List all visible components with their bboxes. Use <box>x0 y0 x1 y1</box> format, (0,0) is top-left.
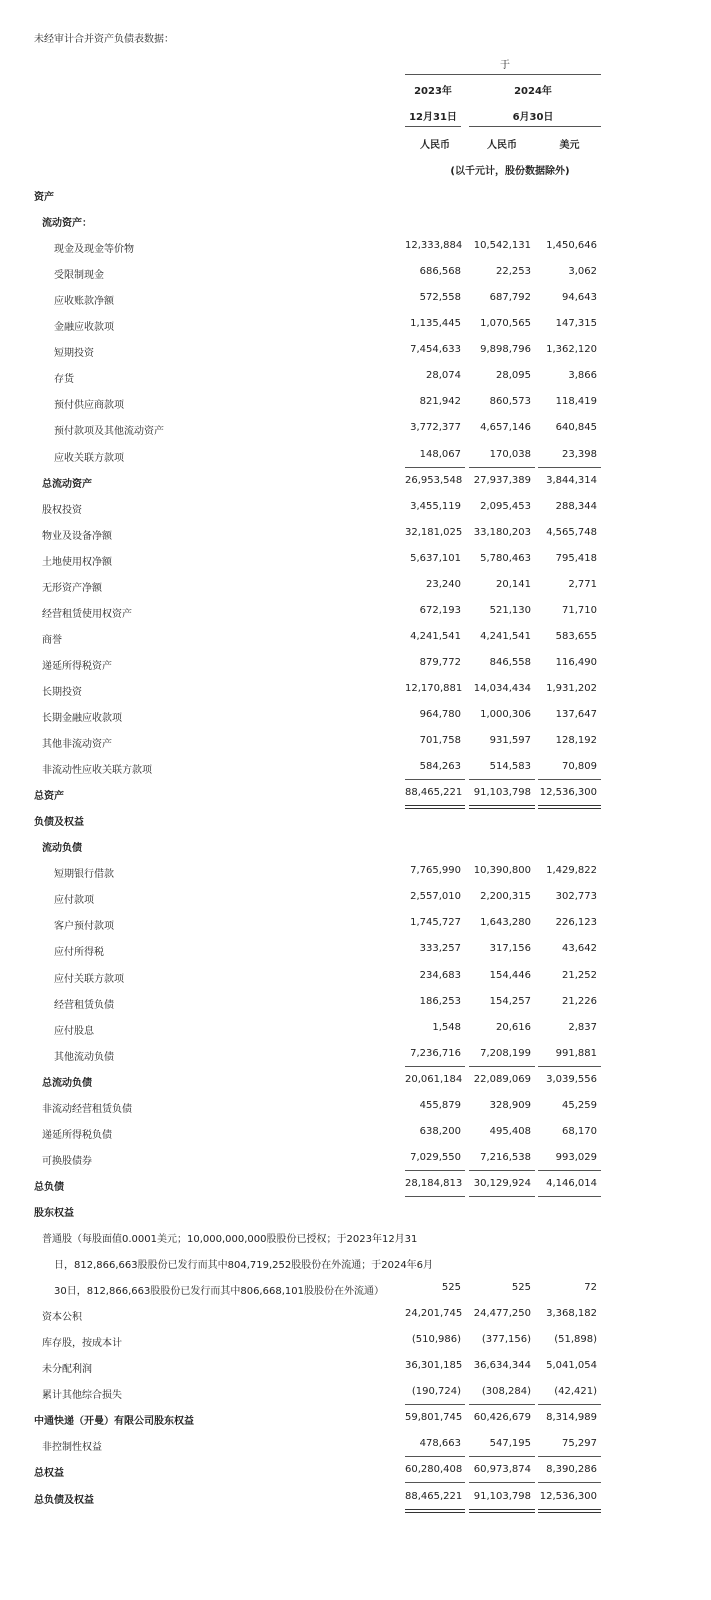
row-label: 预付款项及其他流动资产 <box>54 426 164 438</box>
table-row <box>0 1438 711 1464</box>
cell-usd-2024: 2,837 <box>568 1021 597 1033</box>
table-row <box>0 839 711 865</box>
table-row <box>0 1491 711 1517</box>
cell-usd-2024: 8,314,989 <box>546 1412 597 1424</box>
table-row <box>0 1360 711 1386</box>
cell-rmb-2024: 20,616 <box>496 1021 531 1033</box>
underline <box>405 1482 465 1483</box>
underline <box>405 1170 465 1171</box>
cell-rmb-2023: 186,253 <box>419 995 461 1007</box>
table-row <box>0 787 711 813</box>
cell-rmb-2024: 687,792 <box>489 292 531 304</box>
row-label: 资本公积 <box>42 1312 82 1324</box>
underline <box>405 779 465 780</box>
cell-usd-2024: 302,773 <box>555 891 597 903</box>
cell-rmb-2024: (377,156) <box>481 1334 531 1346</box>
underline <box>405 1196 465 1197</box>
row-label: 资产 <box>34 192 54 203</box>
cell-rmb-2024: 20,141 <box>496 578 531 590</box>
cell-rmb-2023: (510,986) <box>411 1334 461 1346</box>
cell-rmb-2023: 2,557,010 <box>410 891 461 903</box>
cell-usd-2024: 137,647 <box>555 709 597 720</box>
table-row <box>0 527 711 553</box>
cell-rmb-2024: 931,597 <box>489 735 531 747</box>
cell-rmb-2023: 584,263 <box>419 761 461 773</box>
cell-rmb-2024: 317,156 <box>489 943 531 955</box>
cell-rmb-2024: 1,070,565 <box>480 318 531 330</box>
table-row <box>0 1308 711 1334</box>
row-label: 总负债 <box>34 1181 64 1193</box>
header-year-2024: 2024年 <box>514 86 552 97</box>
row-label: 其他流动负债 <box>54 1051 114 1063</box>
cell-rmb-2024: 328,909 <box>489 1099 531 1111</box>
cell-rmb-2024: 10,542,131 <box>473 240 531 252</box>
table-row <box>0 1074 711 1100</box>
cell-rmb-2024: 1,000,306 <box>480 709 531 720</box>
cell-usd-2024: 795,418 <box>555 552 597 564</box>
row-label: 金融应收款项 <box>54 322 114 334</box>
cell-rmb-2024: 860,573 <box>489 396 531 408</box>
cell-rmb-2023: 1,548 <box>432 1021 461 1033</box>
cell-rmb-2023: 32,181,025 <box>405 526 463 538</box>
table-row <box>0 865 711 891</box>
cell-usd-2024: 118,419 <box>555 396 597 408</box>
table-row <box>0 553 711 579</box>
table-row <box>0 422 711 448</box>
row-label: 预付供应商款项 <box>54 400 124 412</box>
cell-usd-2024: 45,259 <box>562 1099 597 1111</box>
cell-usd-2024: 23,398 <box>562 448 597 460</box>
cell-usd-2024: 1,362,120 <box>546 344 597 356</box>
table-row <box>0 1126 711 1152</box>
cell-usd-2024: 288,344 <box>555 500 597 512</box>
cell-usd-2024: 2,771 <box>568 578 597 590</box>
header-rule <box>469 126 601 127</box>
cell-usd-2024: 640,845 <box>555 422 597 434</box>
cell-rmb-2024: 154,257 <box>489 995 531 1007</box>
cell-rmb-2024: 7,208,199 <box>480 1047 531 1059</box>
table-row <box>0 1230 711 1256</box>
double-underline <box>405 805 465 809</box>
table-row <box>0 943 711 969</box>
row-label: 非流动性应收关联方款项 <box>42 765 152 777</box>
cell-usd-2024: 70,809 <box>562 761 597 773</box>
cell-usd-2024: 71,710 <box>562 604 597 616</box>
cell-rmb-2024: 2,200,315 <box>480 891 531 903</box>
cell-rmb-2024: 4,241,541 <box>480 630 531 642</box>
cell-usd-2024: 3,368,182 <box>546 1308 597 1320</box>
table-row <box>0 266 711 292</box>
underline <box>538 1404 601 1405</box>
row-label: 可换股债券 <box>42 1155 92 1167</box>
underline <box>538 1456 601 1457</box>
row-label: 长期投资 <box>42 686 82 698</box>
cell-rmb-2023: (190,724) <box>411 1386 461 1398</box>
cell-usd-2024: 1,931,202 <box>546 682 597 694</box>
header-year-2023: 2023年 <box>414 86 452 97</box>
row-label: 应付股息 <box>54 1025 94 1037</box>
underline <box>405 1404 465 1405</box>
cell-rmb-2024: 5,780,463 <box>480 552 531 564</box>
row-label: 总权益 <box>34 1468 64 1480</box>
cell-rmb-2024: 22,089,069 <box>473 1073 531 1085</box>
underline <box>405 1066 465 1067</box>
underline <box>469 1482 535 1483</box>
table-row <box>0 1256 711 1282</box>
cell-rmb-2023: 455,879 <box>419 1099 461 1111</box>
table-row <box>0 1204 711 1230</box>
cell-usd-2024: 5,041,054 <box>546 1360 597 1372</box>
row-label: 总负债及权益 <box>34 1494 94 1506</box>
cell-usd-2024: 226,123 <box>555 917 597 929</box>
cell-rmb-2023: 24,201,745 <box>405 1308 463 1320</box>
cell-usd-2024: 43,642 <box>562 943 597 955</box>
underline <box>469 1404 535 1405</box>
cell-rmb-2023: 333,257 <box>419 943 461 955</box>
cell-rmb-2023: 234,683 <box>419 969 461 981</box>
row-label: 总流动资产 <box>42 478 92 490</box>
row-label: 土地使用权净额 <box>42 556 112 568</box>
cell-usd-2024: 116,490 <box>555 656 597 668</box>
table-row <box>0 1282 711 1308</box>
cell-rmb-2024: 22,253 <box>496 266 531 278</box>
row-label: 现金及现金等价物 <box>54 244 134 256</box>
row-label: 商誉 <box>42 634 62 646</box>
cell-usd-2024: 8,390,286 <box>546 1464 597 1476</box>
cell-rmb-2023: 3,455,119 <box>410 500 461 512</box>
row-label: 总资产 <box>34 791 64 803</box>
cell-usd-2024: 1,429,822 <box>546 865 597 877</box>
underline <box>405 467 465 468</box>
underline <box>538 1196 601 1197</box>
cell-rmb-2023: 672,193 <box>419 604 461 616</box>
cell-rmb-2024: 521,130 <box>489 604 531 616</box>
cell-rmb-2024: 24,477,250 <box>473 1308 531 1320</box>
cell-rmb-2024: 30,129,924 <box>473 1177 531 1189</box>
cell-rmb-2023: 7,454,633 <box>410 344 461 356</box>
table-row <box>0 631 711 657</box>
row-label: 递延所得税资产 <box>42 660 112 672</box>
double-underline <box>405 1509 465 1513</box>
row-label: 普通股（每股面值0.0001美元；10,000,000,000股股份已授权；于2023年12月31 <box>42 1234 418 1245</box>
row-label: 受限制现金 <box>54 270 104 282</box>
row-label: 存货 <box>54 374 74 386</box>
cell-usd-2024: 4,565,748 <box>546 526 597 538</box>
row-label: 股东权益 <box>34 1207 74 1219</box>
cell-usd-2024: 993,029 <box>555 1151 597 1163</box>
table-row <box>0 214 711 240</box>
double-underline <box>469 1509 535 1513</box>
cell-rmb-2023: 28,184,813 <box>405 1177 463 1189</box>
cell-rmb-2023: 12,333,884 <box>405 240 463 252</box>
table-row <box>0 1464 711 1490</box>
cell-usd-2024: 3,039,556 <box>546 1073 597 1085</box>
cell-usd-2024: 3,062 <box>568 266 597 278</box>
row-label: 流动负债 <box>42 843 82 855</box>
row-label: 递延所得税负债 <box>42 1129 112 1141</box>
row-label: 中通快递（开曼）有限公司股东权益 <box>34 1416 194 1428</box>
cell-rmb-2023: 821,942 <box>419 396 461 408</box>
cell-rmb-2023: 36,301,185 <box>405 1360 463 1372</box>
cell-rmb-2023: 88,465,221 <box>405 787 463 799</box>
table-row <box>0 1022 711 1048</box>
table-row <box>0 292 711 318</box>
cell-rmb-2023: 20,061,184 <box>405 1073 463 1085</box>
cell-rmb-2023: 5,637,101 <box>410 552 461 564</box>
underline <box>538 467 601 468</box>
cell-usd-2024: 3,844,314 <box>546 474 597 486</box>
cell-rmb-2024: 7,216,538 <box>480 1151 531 1163</box>
underline <box>538 1170 601 1171</box>
table-row <box>0 605 711 631</box>
cell-rmb-2023: 879,772 <box>419 656 461 668</box>
table-row <box>0 709 711 735</box>
cell-rmb-2024: 91,103,798 <box>473 1490 531 1502</box>
cell-usd-2024: 991,881 <box>555 1047 597 1059</box>
cell-rmb-2024: 514,583 <box>489 761 531 773</box>
cell-rmb-2023: 686,568 <box>419 266 461 278</box>
cell-rmb-2023: 26,953,548 <box>405 474 463 486</box>
underline <box>469 779 535 780</box>
cell-usd-2024: 21,226 <box>562 995 597 1007</box>
row-label: 经营租赁负债 <box>54 999 114 1011</box>
underline <box>469 1456 535 1457</box>
table-row <box>0 1334 711 1360</box>
table-row <box>0 396 711 422</box>
underline <box>469 1066 535 1067</box>
double-underline <box>538 805 601 809</box>
row-label: 总流动负债 <box>42 1077 92 1089</box>
row-label: 无形资产净额 <box>42 582 102 594</box>
cell-usd-2024: 147,315 <box>555 318 597 330</box>
table-row <box>0 475 711 501</box>
cell-rmb-2023: 28,074 <box>426 370 461 382</box>
cell-rmb-2024: 1,643,280 <box>480 917 531 929</box>
underline <box>469 467 535 468</box>
cell-rmb-2024: 4,657,146 <box>480 422 531 434</box>
row-label: 其他非流动资产 <box>42 739 112 751</box>
row-label: 长期金融应收款项 <box>42 713 122 724</box>
row-label: 短期银行借款 <box>54 869 114 881</box>
table-row <box>0 449 711 475</box>
cell-rmb-2023: 7,029,550 <box>410 1151 461 1163</box>
row-label: 物业及设备净额 <box>42 530 112 542</box>
cell-rmb-2024: 60,973,874 <box>473 1464 531 1476</box>
row-label: 未分配利润 <box>42 1364 92 1376</box>
cell-rmb-2023: 1,135,445 <box>410 318 461 330</box>
cell-rmb-2024: 10,390,800 <box>473 865 531 877</box>
cell-rmb-2023: 701,758 <box>419 735 461 747</box>
cell-rmb-2023: 525 <box>441 1282 461 1294</box>
cell-rmb-2023: 88,465,221 <box>405 1490 463 1502</box>
cell-usd-2024: (42,421) <box>554 1386 597 1398</box>
cell-rmb-2023: 23,240 <box>426 578 461 590</box>
cell-usd-2024: 21,252 <box>562 969 597 981</box>
table-row <box>0 240 711 266</box>
cell-usd-2024: 3,866 <box>568 370 597 382</box>
cell-rmb-2023: 4,241,541 <box>410 630 461 642</box>
table-row <box>0 891 711 917</box>
double-underline <box>469 805 535 809</box>
cell-rmb-2024: 91,103,798 <box>473 787 531 799</box>
table-row <box>0 1152 711 1178</box>
table-row <box>0 917 711 943</box>
underline <box>405 1456 465 1457</box>
table-row <box>0 188 711 214</box>
header-rule <box>405 126 461 127</box>
cell-rmb-2024: 60,426,679 <box>473 1412 531 1424</box>
cell-rmb-2024: 170,038 <box>489 448 531 460</box>
cell-usd-2024: 75,297 <box>562 1438 597 1450</box>
cell-rmb-2024: (308,284) <box>481 1386 531 1398</box>
cell-rmb-2024: 154,446 <box>489 969 531 981</box>
cell-rmb-2024: 28,095 <box>496 370 531 382</box>
cell-rmb-2023: 964,780 <box>419 709 461 720</box>
row-label: 库存股，按成本计 <box>42 1338 122 1350</box>
cell-usd-2024: 12,536,300 <box>539 1490 597 1502</box>
cell-rmb-2023: 478,663 <box>419 1438 461 1450</box>
cell-rmb-2024: 2,095,453 <box>480 500 531 512</box>
row-label: 非控制性权益 <box>42 1442 102 1454</box>
cell-rmb-2023: 3,772,377 <box>410 422 461 434</box>
row-label: 客户预付款项 <box>54 921 114 933</box>
column-header-rmb-2024: 人民币 <box>487 140 517 151</box>
header-rule <box>405 74 601 75</box>
column-header-rmb-2023: 人民币 <box>420 140 450 151</box>
table-row <box>0 370 711 396</box>
table-row <box>0 579 711 605</box>
table-row <box>0 501 711 527</box>
table-row <box>0 1048 711 1074</box>
row-label: 经营租赁使用权资产 <box>42 608 132 620</box>
header-as-of: 于 <box>500 60 510 71</box>
row-label: 非流动经营租赁负债 <box>42 1103 132 1115</box>
row-label: 累计其他综合损失 <box>42 1390 122 1402</box>
cell-rmb-2024: 14,034,434 <box>473 682 531 694</box>
cell-rmb-2023: 148,067 <box>419 448 461 460</box>
cell-rmb-2023: 638,200 <box>419 1125 461 1137</box>
row-label: 应付所得税 <box>54 947 104 959</box>
cell-rmb-2024: 547,195 <box>489 1438 531 1450</box>
column-header-usd: 美元 <box>559 140 580 151</box>
cell-usd-2024: 94,643 <box>562 292 597 304</box>
table-row <box>0 735 711 761</box>
table-row <box>0 1386 711 1412</box>
cell-usd-2024: (51,898) <box>554 1334 597 1346</box>
cell-usd-2024: 72 <box>584 1282 597 1294</box>
cell-rmb-2023: 12,170,881 <box>405 682 463 694</box>
table-row <box>0 318 711 344</box>
cell-rmb-2024: 9,898,796 <box>480 344 531 356</box>
cell-usd-2024: 12,536,300 <box>539 787 597 799</box>
table-row <box>0 1412 711 1438</box>
cell-rmb-2024: 33,180,203 <box>473 526 531 538</box>
table-row <box>0 344 711 370</box>
underline <box>469 1170 535 1171</box>
cell-rmb-2023: 572,558 <box>419 292 461 304</box>
cell-rmb-2023: 60,280,408 <box>405 1464 463 1476</box>
table-row <box>0 813 711 839</box>
unit-note: (以千元计，股份数据除外) <box>450 166 570 177</box>
cell-rmb-2024: 495,408 <box>489 1125 531 1137</box>
row-label: 股权投资 <box>42 504 82 516</box>
row-label: 负债及权益 <box>34 817 84 829</box>
cell-rmb-2024: 36,634,344 <box>473 1360 531 1372</box>
underline <box>538 779 601 780</box>
header-date-2024: 6月30日 <box>512 112 554 123</box>
row-label: 应付款项 <box>54 895 94 907</box>
underline <box>469 1196 535 1197</box>
row-label: 应收账款净额 <box>54 296 114 308</box>
cell-rmb-2023: 59,801,745 <box>405 1412 463 1424</box>
table-row <box>0 1178 711 1204</box>
table-row <box>0 1100 711 1126</box>
cell-rmb-2024: 525 <box>511 1282 531 1294</box>
table-row <box>0 970 711 996</box>
cell-usd-2024: 4,146,014 <box>546 1177 597 1189</box>
table-row <box>0 683 711 709</box>
page-title: 未经审计合并资产负债表数据： <box>34 34 174 45</box>
row-label: 流动资产： <box>42 218 92 230</box>
row-label: 应收关联方款项 <box>54 452 124 464</box>
table-row <box>0 761 711 787</box>
cell-rmb-2023: 1,745,727 <box>410 917 461 929</box>
row-label: 日，812,866,663股股份已发行而其中804,719,252股股份在外流通；于2024年6月 <box>54 1260 434 1272</box>
cell-rmb-2024: 27,937,389 <box>473 474 531 486</box>
cell-usd-2024: 128,192 <box>555 735 597 747</box>
table-row <box>0 657 711 683</box>
row-label: 30日，812,866,663股股份已发行而其中806,668,101股股份在外流通） <box>54 1286 384 1298</box>
underline <box>538 1482 601 1483</box>
double-underline <box>538 1509 601 1513</box>
underline <box>538 1066 601 1067</box>
cell-usd-2024: 68,170 <box>562 1125 597 1137</box>
row-label: 短期投资 <box>54 348 94 360</box>
header-date-2023: 12月31日 <box>409 112 457 123</box>
cell-rmb-2024: 846,558 <box>489 656 531 668</box>
row-label: 应付关联方款项 <box>54 973 124 985</box>
cell-rmb-2023: 7,765,990 <box>410 865 461 877</box>
cell-usd-2024: 1,450,646 <box>546 240 597 252</box>
cell-usd-2024: 583,655 <box>555 630 597 642</box>
cell-rmb-2023: 7,236,716 <box>410 1047 461 1059</box>
table-row <box>0 996 711 1022</box>
